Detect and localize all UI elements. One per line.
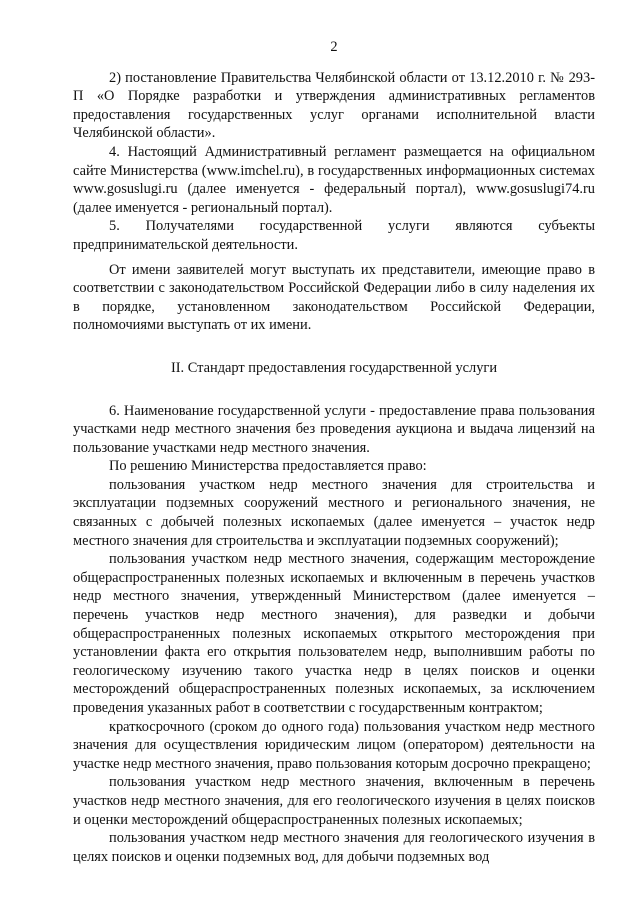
paragraph-item-4-publication: 4. Настоящий Административный регламент размещается на официальном сайте Министерства (www.imchel.ru), в государственных информационных системах www.gosuslugi.ru (далее именуется - федеральный портал), www.gosuslugi74.ru (далее именуется - региональный портал). (73, 143, 595, 216)
paragraph-right-groundwater: пользования участком недр местного значения для геологического изучения в целях поисков и оценки подземных вод, для добычи подземных вод (73, 830, 595, 865)
paragraph-representatives: От имени заявителей могут выступать их представители, имеющие право в соответствии с законодательством Российской Федерации либо в силу наделения их в порядке, установленном законодательством Российской Федерации, полномочиями выступать от их имени. (73, 261, 595, 334)
document-page (73, 38, 595, 866)
paragraph-right-underground-structures: пользования участком недр местного значения для строительства и эксплуатации подземных сооружений местного и регионального значения, не связанных с добычей полезных ископаемых (далее именуется – участок недр местного значения для строительства и эксплуатации подземных сооружений); (73, 476, 595, 549)
paragraph-right-geological-study: пользования участком недр местного значения, включенным в перечень участков недр местного значения, для его геологического изучения в целях поисков и оценки месторождений общераспространенных полезных ископаемых; (73, 774, 595, 828)
paragraph-right-short-term-use: краткосрочного (сроком до одного года) пользования участком недр местного значения для осуществления юридическим лицом (оператором) деятельности на участке недр местного значения, право пользования которым досрочно прекращено; (73, 718, 595, 772)
section-heading: II. Стандарт предоставления государственной услуги (170, 359, 498, 376)
paragraph-item-5-recipients: 5. Получателями государственной услуги являются субъекты предпринимательской деятельности. (73, 218, 595, 253)
paragraph-ministry-decision: По решению Министерства предоставляется право: (109, 458, 427, 475)
paragraph-resolution-293p: 2) постановление Правительства Челябинской области от 13.12.2010 г. № 293-П «О Порядке разработки и утверждения административных регламентов предоставления государственных услуг органами исполнительной власти Челябинской области». (73, 69, 595, 142)
page-number: 2 (330, 39, 338, 55)
paragraph-item-6-service-name: 6. Наименование государственной услуги - предоставление права пользования участками недр местного значения без проведения аукциона и выдача лицензий на пользование участками недр местного значения. (73, 402, 595, 456)
paragraph-right-deposit-exploration: пользования участком недр местного значения, содержащим месторождение общераспространенных полезных ископаемых и включенным в перечень участков недр местного значения, утвержденный Министерством (далее именуется – перечень участков недр местного значения), для разведки и добычи общераспространенных полезных ископаемых открытого месторождения при установлении факта его открытия пользователем недр, выполнившим работы по геологическому изучению такого участка недр в целях поисков и оценки месторождений общераспространенных полезных ископаемых, за исключением проведения указанных работ в соответствии с государственным контрактом; (73, 551, 595, 716)
